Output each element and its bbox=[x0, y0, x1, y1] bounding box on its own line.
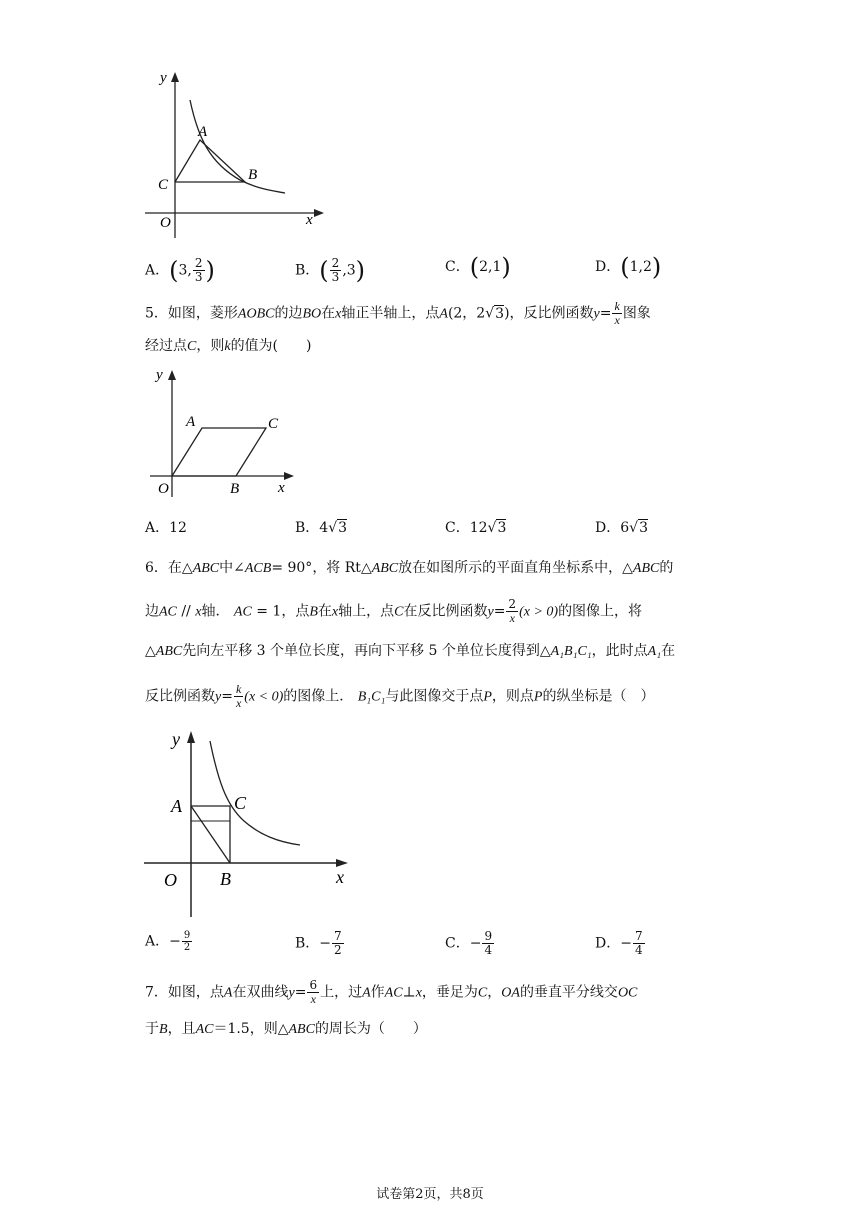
q5-option-a[interactable]: A．12 bbox=[145, 520, 187, 536]
q5-label-x: x bbox=[278, 480, 285, 496]
q4-figure bbox=[140, 68, 330, 243]
q6-label-x: x bbox=[336, 867, 344, 887]
page-footer: 试卷第2页，共8页 bbox=[376, 1187, 484, 1202]
q4-option-b[interactable]: B．( $\frac{2}{3}$ ,3) bbox=[295, 256, 366, 285]
q7-stem-line1: 7．如图，点A在双曲线y= $\frac{6}{x}$ 上，过A作AC⊥x，垂足为C，OA的垂直平分线交OC bbox=[145, 978, 638, 1006]
q4-option-c[interactable]: C．(2,1) bbox=[445, 253, 511, 281]
q6-label-a: A bbox=[171, 796, 182, 816]
q4-label-b: B bbox=[248, 167, 258, 183]
q6-stem-line3: △ABC先向左平移 3 个单位长度，再向下平移 5 个单位长度得到△A₁B₁C₁，此时点A₁在 bbox=[145, 643, 676, 659]
q6-option-d[interactable]: D．− $\frac{7}{4}$ bbox=[595, 929, 643, 957]
q6-label-y: y bbox=[172, 729, 180, 749]
q4-label-a: A bbox=[198, 124, 208, 140]
q5-stem-line1: 5．如图，菱形AOBC的边BO在x轴正半轴上，点A(2，2√3)，反比例函数y= $\frac{k}{x}$ 图象 bbox=[145, 299, 651, 327]
q4-option-d[interactable]: D．(1,2) bbox=[595, 253, 662, 281]
q5-label-y: y bbox=[156, 367, 163, 383]
q6-stem-line4: 反比例函数y= $\frac{k}{x}$ (x < 0)的图像上． B₁C₁与此图像交于点P，则点P的纵坐标是（ ） bbox=[145, 682, 655, 710]
q6-option-a[interactable]: A．− $\frac{9}{2}$ bbox=[145, 930, 191, 953]
q6-figure bbox=[140, 725, 360, 920]
q6-option-c[interactable]: C．− $\frac{9}{4}$ bbox=[445, 929, 493, 957]
q5-label-b: B bbox=[230, 481, 240, 497]
q6-label-o: O bbox=[164, 870, 177, 890]
q4-option-a[interactable]: A．(3, $\frac{2}{3}$ ) bbox=[145, 256, 215, 285]
q5-option-c[interactable]: C．12√3 bbox=[445, 520, 507, 536]
q5-option-b[interactable]: B．4√3 bbox=[295, 520, 348, 536]
q6-label-b: B bbox=[220, 869, 231, 889]
q7-stem-line2: 于B，且AC＝1.5，则△ABC的周长为（ ） bbox=[145, 1021, 427, 1037]
q5-label-c: C bbox=[268, 416, 279, 432]
q5-option-d[interactable]: D．6√3 bbox=[595, 520, 648, 536]
q6-stem-line2: 边AC // x轴． AC = 1，点B在x轴上，点C在反比例函数y= $\frac{2}{x}$ (x > 0)的图像上，将 bbox=[145, 597, 643, 625]
q4-label-o: O bbox=[160, 215, 171, 231]
q5-label-a: A bbox=[186, 414, 196, 430]
q6-label-c: C bbox=[234, 793, 247, 813]
q5-figure bbox=[140, 362, 300, 502]
q6-option-b[interactable]: B．− $\frac{7}{2}$ bbox=[295, 929, 342, 957]
q4-label-c: C bbox=[158, 177, 169, 193]
q5-stem-line2: 经过点C，则k的值为( ) bbox=[145, 338, 312, 354]
q4-label-y: y bbox=[160, 70, 167, 86]
q6-stem-line1: 6．在△ABC中∠ACB= 90°，将 Rt△ABC放在如图所示的平面直角坐标系中，△ABC的 bbox=[145, 560, 674, 576]
q5-label-o: O bbox=[158, 481, 169, 497]
q4-label-x: x bbox=[306, 212, 313, 228]
